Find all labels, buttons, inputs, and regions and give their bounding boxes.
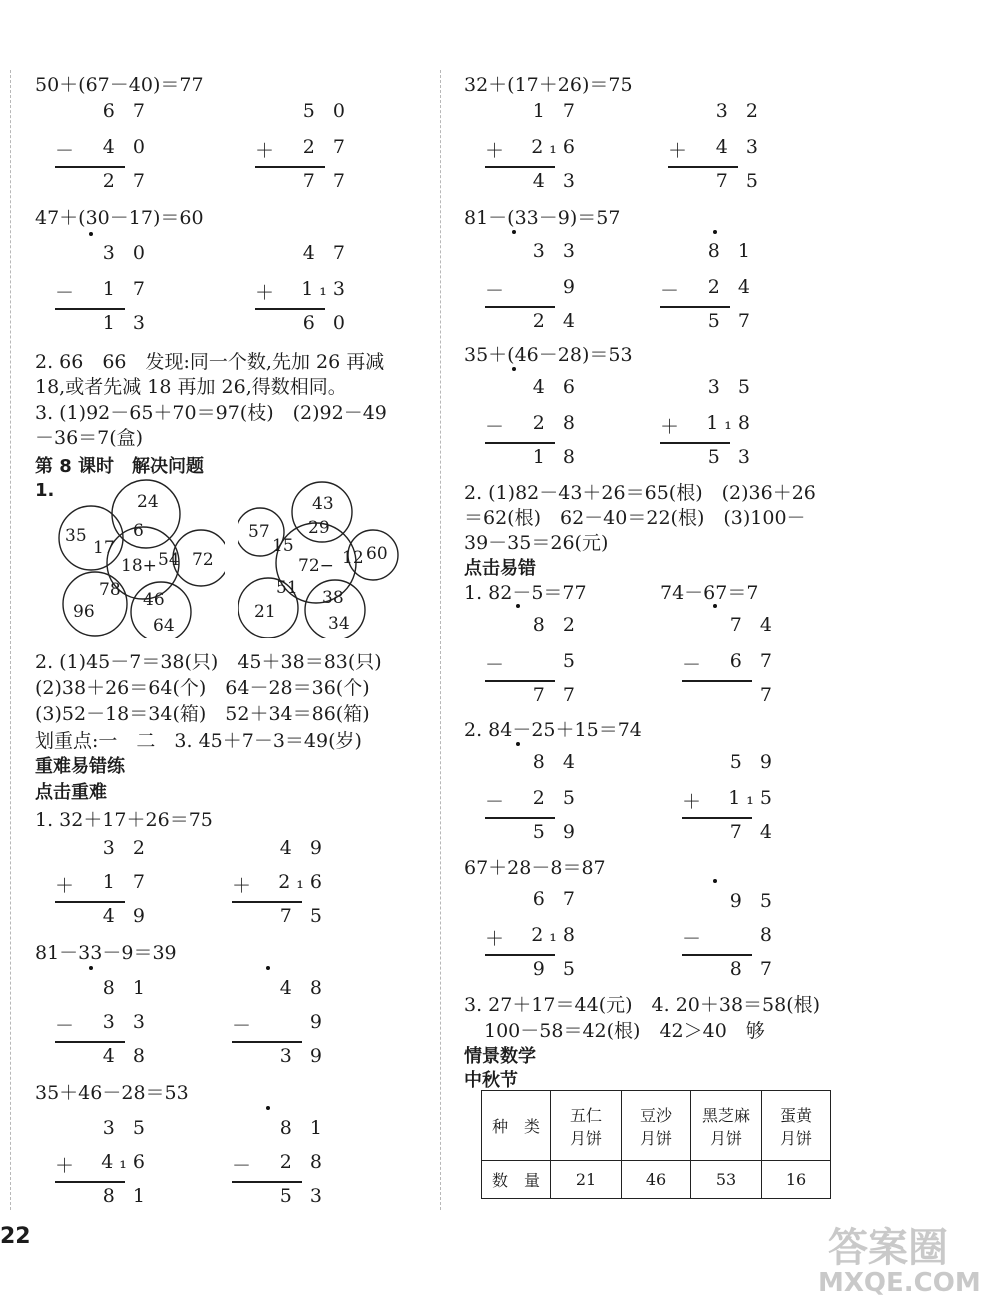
flower-number: 72	[192, 550, 214, 570]
vertical-calc: 1 7 ＋ 2₁6 4 3	[485, 100, 581, 192]
borrow-dot	[713, 604, 717, 608]
vertical-calc: 5 9 ＋ 1₁5 7 4	[682, 751, 778, 843]
table-cell: 21	[551, 1161, 622, 1199]
column-divider-left	[10, 70, 11, 1210]
table-cell: 16	[762, 1161, 831, 1199]
vertical-calc: 3 5 ＋ 4₁6 8 1	[55, 1117, 151, 1207]
equation: 47＋(30－17)＝60	[35, 207, 204, 229]
flower-number: 43	[312, 494, 334, 514]
mooncake-table	[481, 1090, 831, 1199]
borrow-dot	[89, 232, 93, 236]
answer-line: (3)52－18＝34(箱) 52＋34＝86(箱)	[35, 703, 370, 725]
vertical-calc: 3 3 － 9 2 4	[485, 240, 581, 332]
flower-number: 60	[366, 544, 388, 564]
table-header-cell: 黑芝麻 月饼	[691, 1091, 762, 1161]
vertical-calc: 8 1 － 3 3 4 8	[55, 977, 151, 1067]
section-heading: 中秋节	[464, 1070, 518, 1091]
watermark-url: MXQE.COM	[818, 1268, 981, 1298]
flower-number: 29	[308, 518, 330, 538]
borrow-dot	[512, 230, 516, 234]
flower-number: 35	[65, 526, 87, 546]
watermark-logo: 答案圈	[828, 1225, 948, 1271]
flower-number: 64	[153, 616, 175, 636]
flower-center: 72−	[298, 556, 334, 576]
section-heading: 情景数学	[464, 1046, 536, 1067]
table-header-cell: 蛋黄 月饼	[762, 1091, 831, 1161]
table-header-cell: 豆沙 月饼	[622, 1091, 691, 1161]
borrow-dot	[713, 879, 717, 883]
vertical-calc: 6 7 ＋ 2₁8 9 5	[485, 888, 581, 980]
equation: 81－(33－9)＝57	[464, 207, 621, 229]
flower-number: 38	[322, 588, 344, 608]
answer-line: 2. 66 66 发现:同一个数,先加 26 再减	[35, 351, 385, 373]
equation: 1. 32＋17＋26＝75	[35, 809, 213, 831]
vertical-calc: 3 2 ＋ 4 3 7 5	[668, 100, 764, 192]
flower-number: 34	[328, 614, 350, 634]
question-number: 1.	[35, 480, 55, 501]
equation: 74－67＝7	[660, 582, 759, 604]
answer-line: (2)38＋26＝64(个) 64－28＝36(个)	[35, 677, 370, 699]
answer-line: 3. 27＋17＝44(元) 4. 20＋38＝58(根)	[464, 994, 821, 1016]
vertical-calc: 4 6 － 2 8 1 8	[485, 376, 581, 468]
borrow-dot	[512, 367, 516, 371]
table-row-label: 数 量	[482, 1161, 551, 1199]
answer-line: 39－35＝26(元)	[464, 532, 609, 554]
vertical-calc: 4 9 ＋ 2₁6 7 5	[232, 837, 328, 927]
answer-line: 18,或者先减 18 再加 26,得数相同。	[35, 376, 347, 398]
answer-line: 2. (1)45－7＝38(只) 45＋38＝83(只)	[35, 651, 382, 673]
vertical-calc: 5 0 ＋ 2 7 7 7	[255, 100, 351, 192]
borrow-dot	[713, 230, 717, 234]
page-number: 22	[0, 1224, 31, 1249]
flower-number: 15	[272, 536, 294, 556]
vertical-calc: 4 8 － 9 3 9	[232, 977, 328, 1067]
table-header-cell: 种 类	[482, 1091, 551, 1161]
vertical-calc: 8 2 － 5 7 7	[485, 614, 581, 706]
flower-number: 6	[133, 521, 144, 541]
borrow-dot	[516, 742, 520, 746]
vertical-calc: 9 5 － 8 8 7	[682, 890, 778, 980]
vertical-calc: 6 7 － 4 0 2 7	[55, 100, 151, 192]
borrow-dot	[266, 1106, 270, 1110]
vertical-calc: 3 0 － 1 7 1 3	[55, 242, 151, 334]
flower-number: 57	[248, 522, 270, 542]
vertical-calc: 8 4 － 2 5 5 9	[485, 751, 581, 843]
section-heading: 点击重难	[35, 782, 107, 803]
answer-line: ＝62(根) 62－40＝22(根) (3)100－	[464, 507, 806, 529]
equation: 35＋(46－28)＝53	[464, 344, 633, 366]
table-header-cell: 五仁 月饼	[551, 1091, 622, 1161]
borrow-dot	[266, 966, 270, 970]
vertical-calc: 8 1 － 2 4 5 7	[660, 240, 756, 332]
flower-center: 18+	[121, 556, 157, 576]
equation: 81－33－9＝39	[35, 942, 177, 964]
column-divider-middle	[440, 70, 441, 1210]
flower-number: 78	[99, 580, 121, 600]
borrow-dot	[89, 966, 93, 970]
flower-diagram-1	[55, 478, 225, 638]
vertical-calc: 7 4 － 6 7 7	[682, 614, 778, 706]
flower-number: 24	[137, 492, 159, 512]
answer-line: －36＝7(盒)	[35, 427, 144, 449]
vertical-calc: 3 5 ＋ 1₁8 5 3	[660, 376, 756, 468]
answer-line: 2. (1)82－43＋26＝65(根) (2)36＋26	[464, 482, 816, 504]
vertical-calc: 4 7 ＋ 1₁3 6 0	[255, 242, 351, 334]
answer-line: 100－58＝42(根) 42＞40 够	[484, 1020, 765, 1042]
equation: 32＋(17＋26)＝75	[464, 74, 633, 96]
answer-line: 划重点:一 二 3. 45＋7－3＝49(岁)	[35, 730, 362, 752]
vertical-calc: 3 2 ＋ 1 7 4 9	[55, 837, 151, 927]
flower-number: 51	[276, 578, 298, 598]
flower-number: 46	[143, 590, 165, 610]
table-cell: 46	[622, 1161, 691, 1199]
equation: 2. 84－25＋15＝74	[464, 719, 642, 741]
answer-line: 3. (1)92－65＋70＝97(枝) (2)92－49	[35, 402, 387, 424]
flower-number: 12	[342, 548, 364, 568]
lesson-heading: 第 8 课时 解决问题	[35, 456, 205, 477]
equation: 35＋46－28＝53	[35, 1082, 189, 1104]
equation: 67＋28－8＝87	[464, 857, 606, 879]
equation: 50＋(67－40)＝77	[35, 74, 204, 96]
flower-number: 21	[254, 602, 276, 622]
vertical-calc: 8 1 － 2 8 5 3	[232, 1117, 328, 1207]
equation: 1. 82－5＝77	[464, 582, 587, 604]
section-heading: 重难易错练	[35, 756, 125, 777]
flower-diagram-2	[238, 478, 408, 638]
flower-number: 54	[158, 550, 180, 570]
section-heading: 点击易错	[464, 558, 536, 579]
flower-number: 17	[93, 538, 115, 558]
borrow-dot	[516, 604, 520, 608]
flower-number: 96	[73, 602, 95, 622]
table-cell: 53	[691, 1161, 762, 1199]
